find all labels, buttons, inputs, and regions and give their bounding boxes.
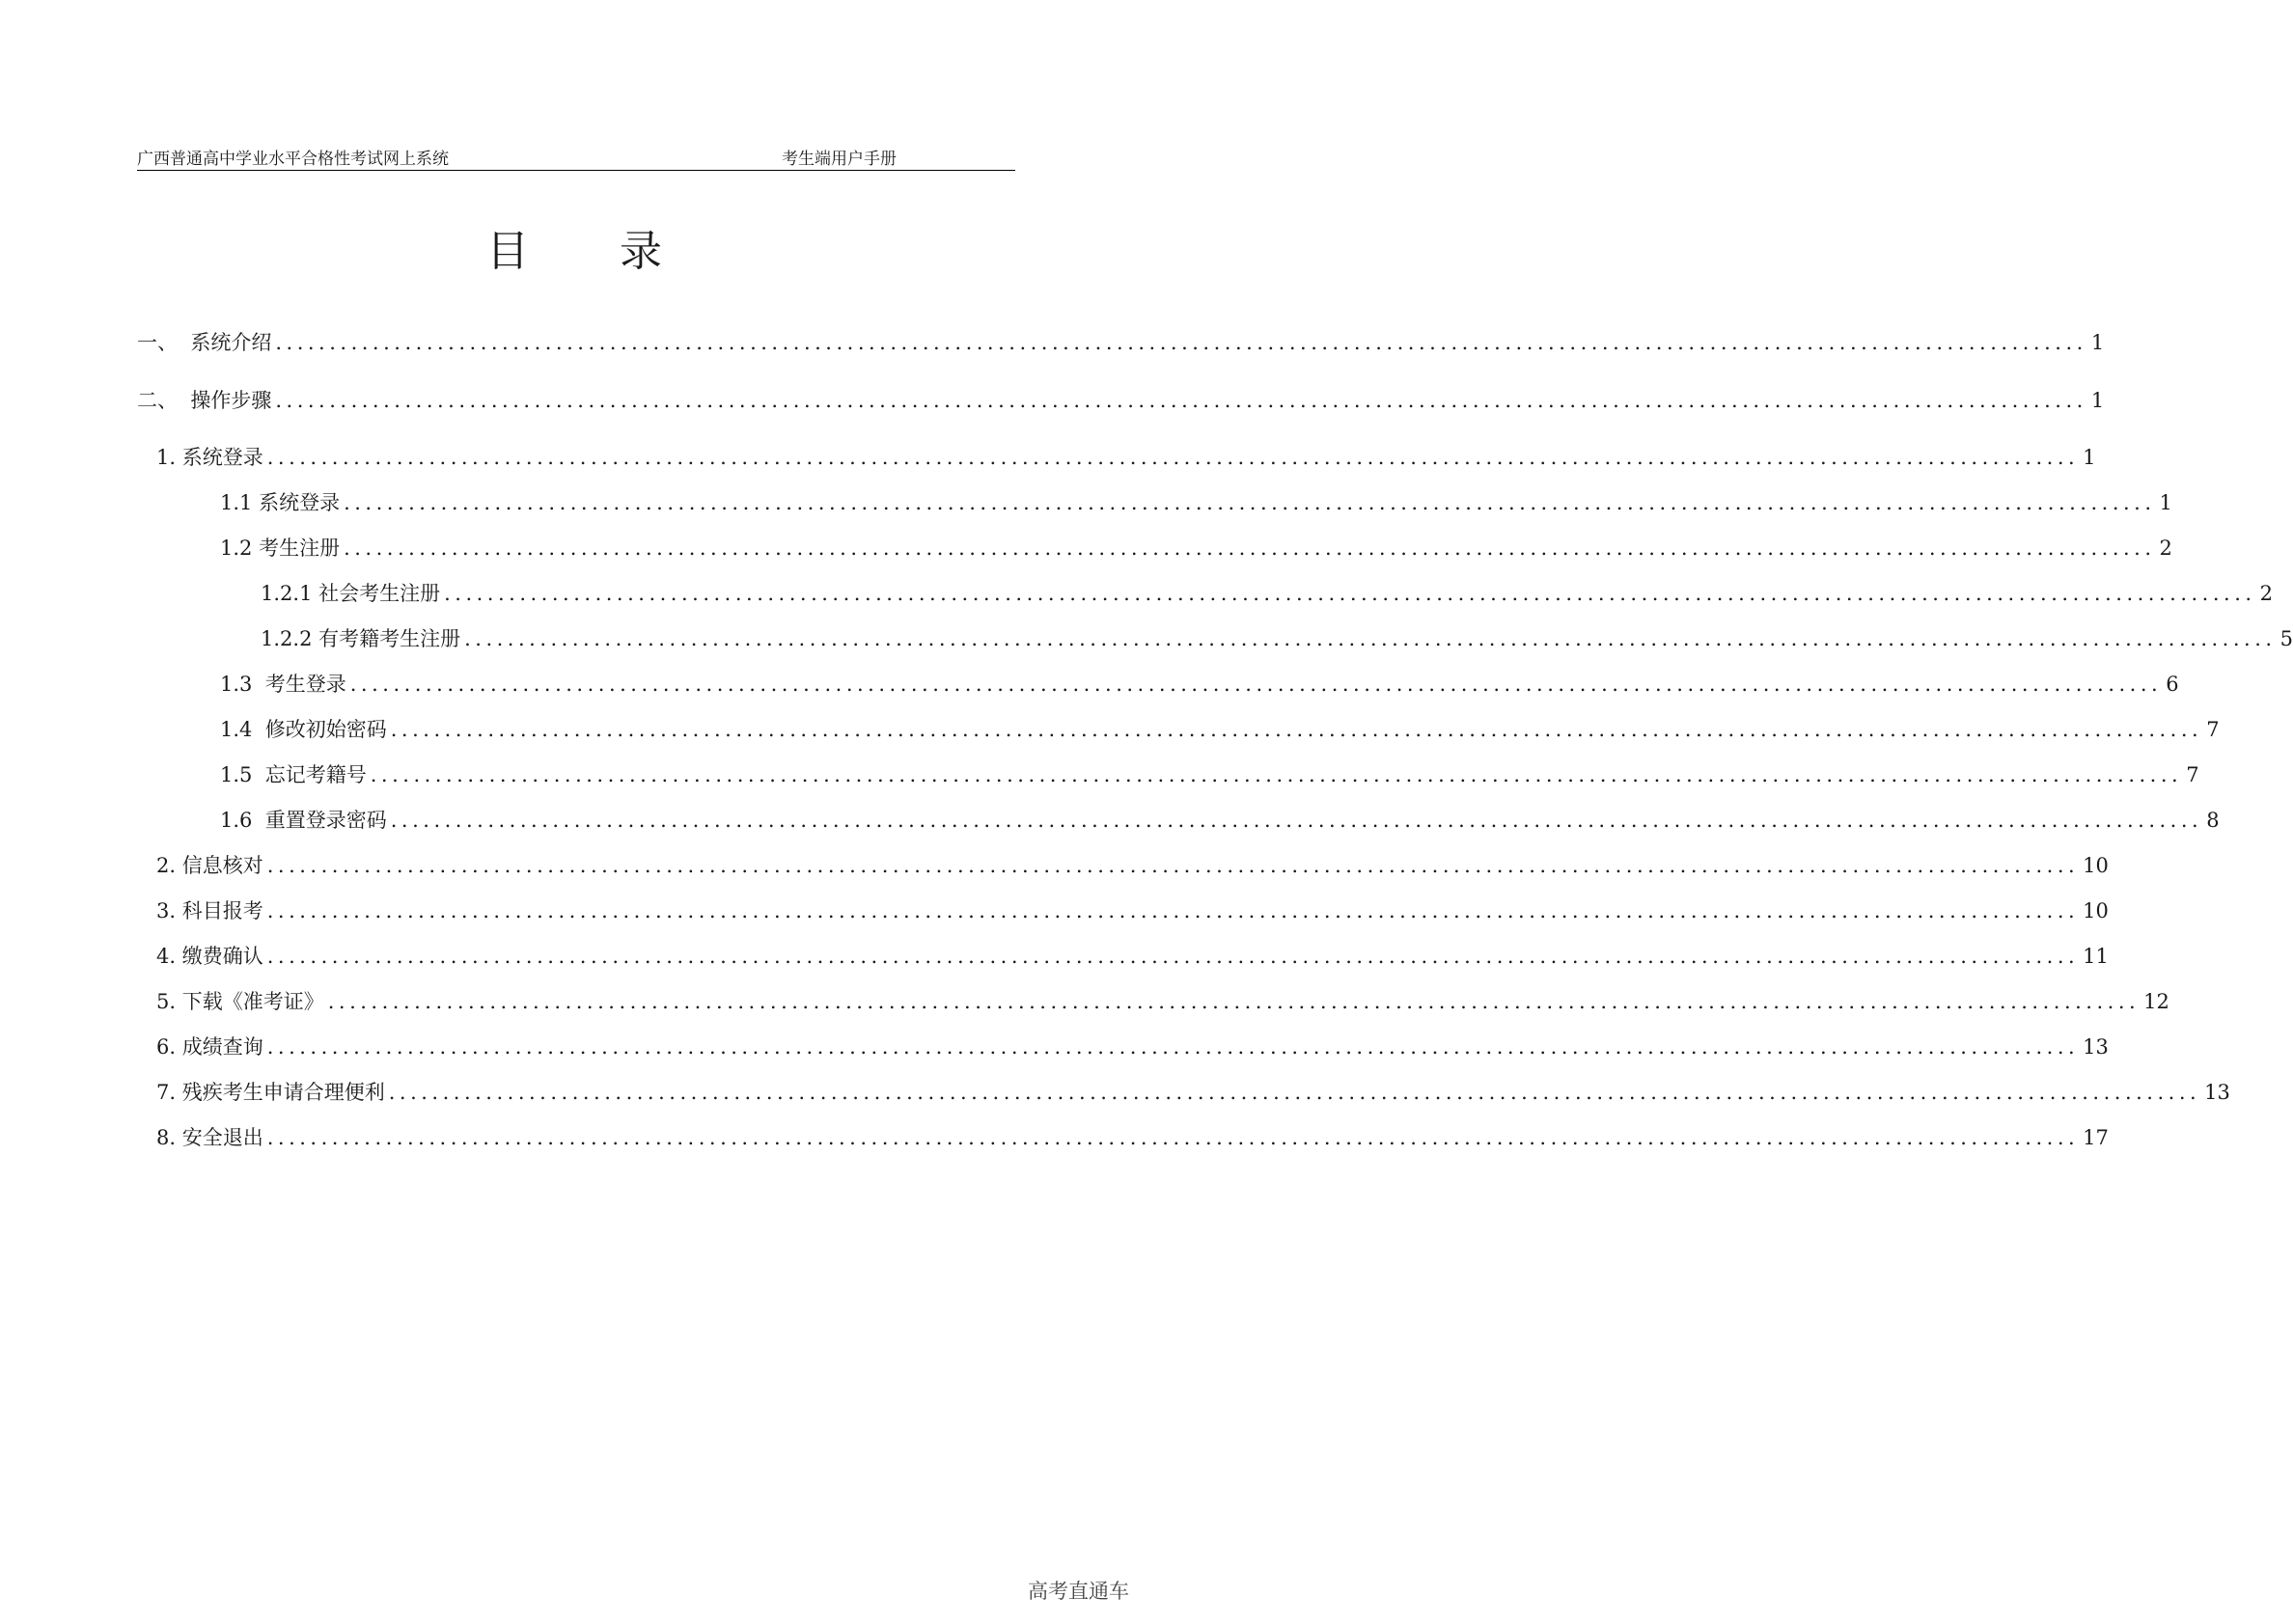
toc-entry[interactable] bbox=[156, 443, 2096, 472]
toc-entry-label: 操作步骤 bbox=[190, 389, 272, 412]
toc-entry-page: 2 bbox=[2159, 537, 2172, 560]
toc-leader-dots: ........................................................................................................................................................................ bbox=[344, 491, 2156, 514]
toc-entry-number: 1.2.2 bbox=[261, 627, 319, 650]
toc-leader-dots: ........................................................................................................................................................................ bbox=[349, 673, 2163, 696]
toc-entry-label: 考生登录 bbox=[264, 673, 346, 696]
toc-entry-page: 7 bbox=[2186, 763, 2199, 786]
toc-entry-number: 1.2.1 bbox=[261, 582, 319, 605]
toc-leader-dots: ........................................................................................................................................................................ bbox=[444, 582, 2256, 605]
toc-entry-number: 4. bbox=[156, 945, 182, 968]
toc-entry[interactable] bbox=[220, 806, 2220, 835]
toc-entry-label: 信息核对 bbox=[181, 854, 263, 877]
toc-entry-page: 1 bbox=[2090, 389, 2105, 412]
toc-entry-page: 11 bbox=[2083, 945, 2109, 968]
toc-leader-dots: ........................................................................................................................................................................ bbox=[266, 899, 2080, 922]
toc-entry-number: 1.5 bbox=[220, 763, 265, 786]
toc-entry-label: 缴费确认 bbox=[181, 945, 263, 968]
toc-entry[interactable] bbox=[156, 851, 2109, 880]
toc-entry[interactable] bbox=[220, 534, 2172, 563]
toc-leader-dots: ........................................................................................................................................................................ bbox=[327, 990, 2141, 1013]
toc-entry-page: 7 bbox=[2206, 718, 2220, 741]
toc-entry[interactable] bbox=[156, 1032, 2109, 1061]
toc-entry-label: 重置登录密码 bbox=[264, 809, 387, 832]
toc-entry-page: 17 bbox=[2083, 1126, 2109, 1149]
toc-leader-dots: ........................................................................................................................................................................ bbox=[388, 1081, 2201, 1104]
toc-leader-dots: ........................................................................................................................................................................ bbox=[370, 763, 2183, 786]
toc-entry-page: 6 bbox=[2166, 673, 2179, 696]
toc-entry[interactable] bbox=[261, 624, 2293, 653]
toc-entry-number: 5. bbox=[156, 990, 182, 1013]
header-manual-name: 考生端用户手册 bbox=[782, 150, 897, 169]
toc-entry-page: 8 bbox=[2206, 809, 2220, 832]
toc-entry[interactable] bbox=[156, 896, 2109, 925]
toc-entry-label: 下载《准考证》 bbox=[181, 990, 324, 1013]
toc-entry[interactable] bbox=[156, 1078, 2230, 1107]
toc-entry-number: 1.1 bbox=[220, 491, 260, 514]
toc-leader-dots: ........................................................................................................................................................................ bbox=[275, 389, 2087, 412]
toc-leader-dots: ........................................................................................................................................................................ bbox=[266, 1035, 2080, 1059]
toc-entry-label: 考生注册 bbox=[259, 537, 341, 560]
watermark: 高考直通车 bbox=[1028, 1580, 1129, 1603]
toc-entry[interactable] bbox=[220, 488, 2172, 517]
toc-entry-label: 系统登录 bbox=[259, 491, 341, 514]
toc-title: 目 录 bbox=[486, 227, 701, 276]
toc-entry-label: 系统介绍 bbox=[190, 331, 272, 354]
toc-entry[interactable] bbox=[220, 670, 2179, 699]
toc-entry-page: 1 bbox=[2159, 491, 2172, 514]
toc-entry-page: 5 bbox=[2279, 627, 2293, 650]
toc-entry-number: 1. bbox=[156, 446, 182, 469]
toc-entry[interactable] bbox=[220, 715, 2220, 744]
toc-entry-number: 一、 bbox=[137, 331, 191, 354]
toc-leader-dots: ........................................................................................................................................................................ bbox=[344, 537, 2156, 560]
toc-entry-number: 8. bbox=[156, 1126, 182, 1149]
toc-entry-number: 1.6 bbox=[220, 809, 265, 832]
toc-entry[interactable] bbox=[137, 386, 2105, 415]
toc-entry-label: 残疾考生申请合理便利 bbox=[181, 1081, 385, 1104]
toc-leader-dots: ........................................................................................................................................................................ bbox=[390, 718, 2203, 741]
toc-entry[interactable] bbox=[156, 987, 2169, 1016]
toc-leader-dots: ........................................................................................................................................................................ bbox=[464, 627, 2277, 650]
toc-entry-label: 社会考生注册 bbox=[318, 582, 441, 605]
toc-entry-page: 1 bbox=[2083, 446, 2096, 469]
toc-entry-number: 7. bbox=[156, 1081, 182, 1104]
toc-leader-dots: ........................................................................................................................................................................ bbox=[266, 854, 2080, 877]
toc-entry-number: 1.4 bbox=[220, 718, 265, 741]
toc-entry[interactable] bbox=[156, 942, 2109, 971]
toc-entry-page: 13 bbox=[2204, 1081, 2230, 1104]
toc-entry-label: 安全退出 bbox=[181, 1126, 263, 1149]
toc-entry-page: 12 bbox=[2143, 990, 2169, 1013]
header-system-name: 广西普通高中学业水平合格性考试网上系统 bbox=[137, 150, 449, 169]
toc-entry-label: 科目报考 bbox=[181, 899, 263, 922]
toc-entry-label: 成绩查询 bbox=[181, 1035, 263, 1059]
toc-entry-page: 10 bbox=[2083, 899, 2109, 922]
toc-entry[interactable] bbox=[220, 760, 2199, 789]
toc-entry-label: 系统登录 bbox=[181, 446, 263, 469]
toc-entry-number: 2. bbox=[156, 854, 182, 877]
toc-entry-label: 忘记考籍号 bbox=[264, 763, 367, 786]
toc-entry-label: 有考籍考生注册 bbox=[318, 627, 461, 650]
toc-entry-page: 1 bbox=[2090, 331, 2105, 354]
toc-entry-page: 2 bbox=[2259, 582, 2273, 605]
toc-entry-number: 6. bbox=[156, 1035, 182, 1059]
toc-leader-dots: ........................................................................................................................................................................ bbox=[275, 331, 2087, 354]
toc-leader-dots: ........................................................................................................................................................................ bbox=[266, 1126, 2080, 1149]
toc-entry-number: 1.3 bbox=[220, 673, 265, 696]
toc-entry-number: 二、 bbox=[137, 389, 191, 412]
toc-leader-dots: ........................................................................................................................................................................ bbox=[266, 945, 2080, 968]
toc-entry[interactable] bbox=[261, 579, 2273, 608]
toc-entry-page: 13 bbox=[2083, 1035, 2109, 1059]
toc-entry-number: 3. bbox=[156, 899, 182, 922]
toc-entry-label: 修改初始密码 bbox=[264, 718, 387, 741]
toc-entry[interactable] bbox=[137, 328, 2105, 357]
toc-entry-number: 1.2 bbox=[220, 537, 260, 560]
toc-leader-dots: ........................................................................................................................................................................ bbox=[266, 446, 2080, 469]
toc-entry[interactable] bbox=[156, 1123, 2109, 1152]
toc-entry-page: 10 bbox=[2083, 854, 2109, 877]
toc-leader-dots: ........................................................................................................................................................................ bbox=[390, 809, 2203, 832]
